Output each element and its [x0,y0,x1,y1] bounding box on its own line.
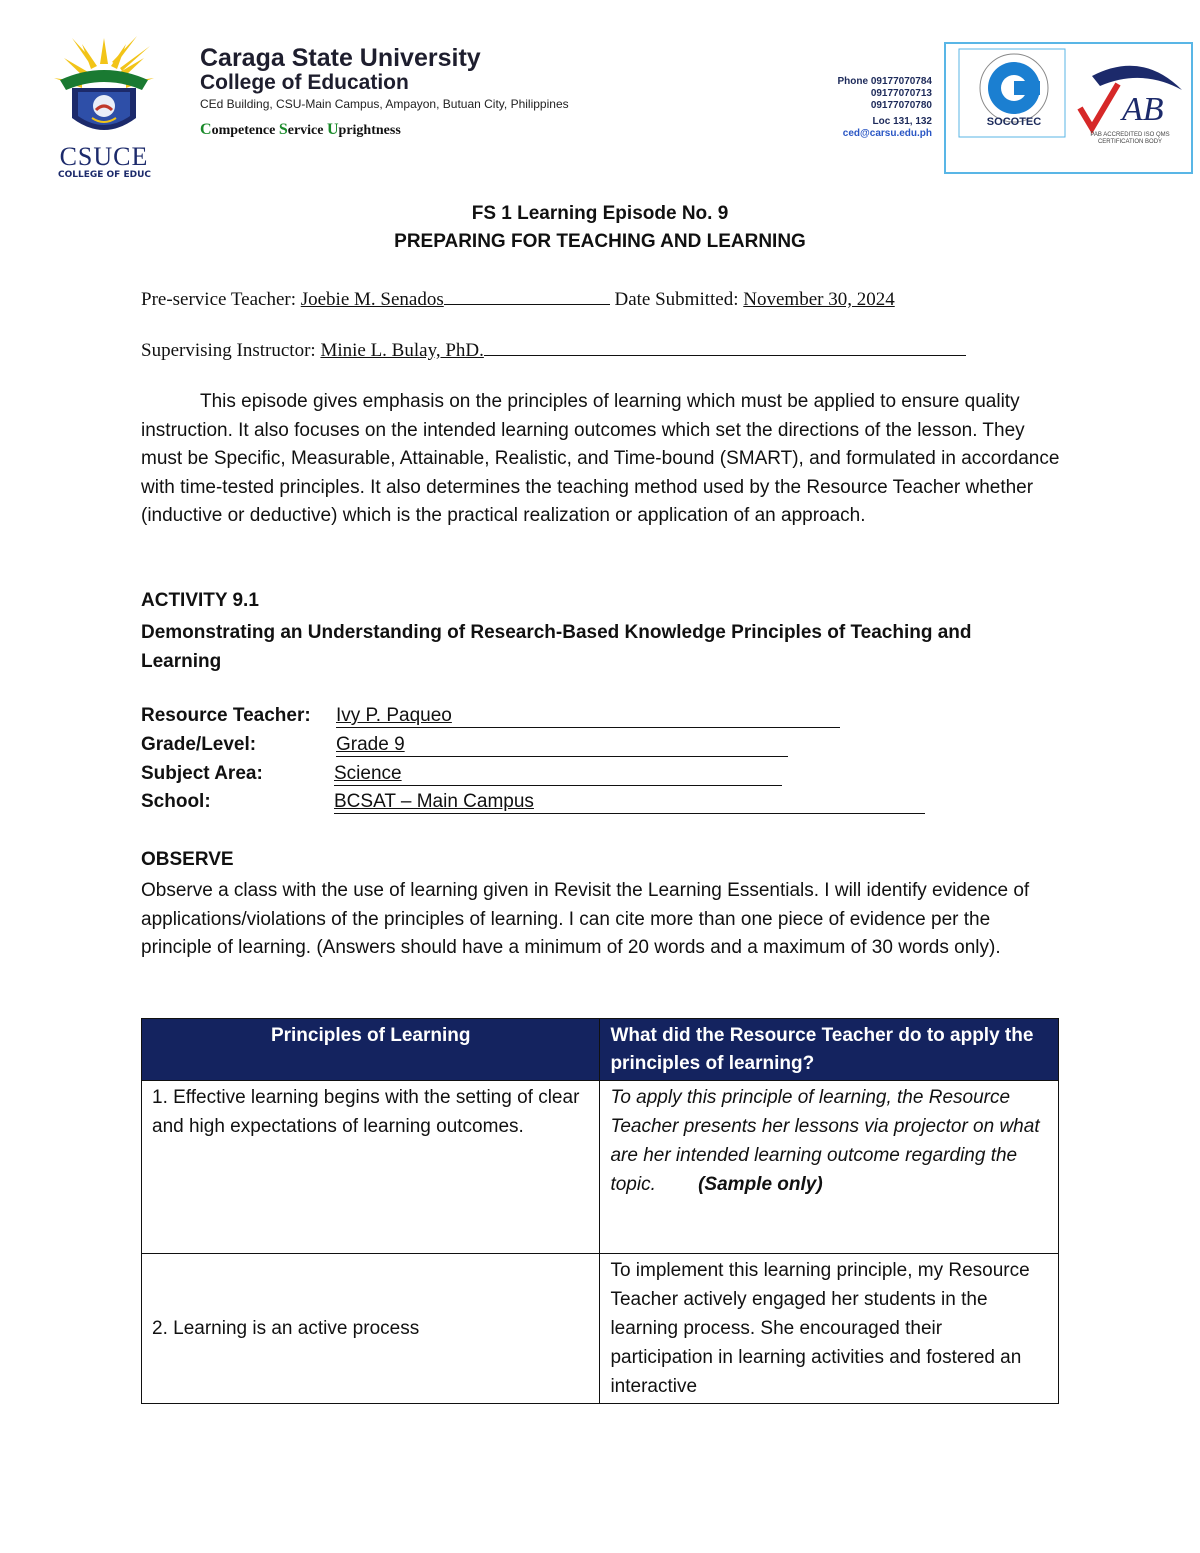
motto-initial-s: S [278,121,288,138]
observe-label: OBSERVE [141,849,234,870]
table-row [142,1254,1059,1404]
resource-teacher-value [336,705,840,728]
preservice-label: Pre-service Teacher: [141,289,301,310]
preservice-value: Joebie M. Senados [300,289,444,310]
motto-word-service: ervice [287,123,327,138]
motto-initial-c: C [200,121,212,138]
subject-area-text: Science [334,763,402,784]
preservice-blank [444,287,610,305]
activity-title: Demonstrating an Understanding of Research-Based Knowledge Principles of Teaching and Learning [141,622,972,672]
principles-table [141,1018,1059,1404]
principle-2-cell: 2. Learning is an active process [142,1254,600,1404]
observe-instructions: Observe a class with the use of learning given in Revisit the Learning Essentials. I will identify evidence of applications/violations of the principles of learning. I can cite more than one piece of evidence per the principle of learning. (Answers should have a minimum of 20 words and a maximum of 30 words only). [141,880,1030,959]
grade-level-value [336,734,788,757]
subject-area-label: Subject Area: [141,763,263,784]
supervisor-label: Supervising Instructor: [141,340,321,361]
header-principles: Principles of Learning [142,1019,600,1081]
phone-1: Phone 09177070784 [837,76,932,87]
motto-word-uprightness: prightness [338,123,401,138]
supervisor-value: Minie L. Bulay, PhD. [320,340,484,361]
resource-teacher-label: Resource Teacher: [141,705,311,726]
school-label: School: [141,791,211,812]
answer-1-text: To apply this principle of learning, the Resource Teacher presents her lessons via projector on what are her intended learning outcome regarding the topic. [610,1087,1040,1195]
answer-1-cell [600,1081,1059,1254]
date-label: Date Submitted: [614,289,744,310]
contact-block [837,76,932,140]
principle-1-cell: 1. Effective learning begins with the setting of clear and high expectations of learning outcomes. [142,1081,600,1254]
preservice-teacher-line [141,287,895,311]
contact-email: ced@carsu.edu.ph [842,128,932,139]
college-address: CEd Building, CSU-Main Campus, Ampayon, Butuan City, Philippines [200,97,569,111]
grade-level-label: Grade/Level: [141,734,257,755]
college-motto [200,121,401,139]
motto-word-competence: ompetence [211,123,279,138]
table-row [142,1081,1059,1254]
episode-subtitle: PREPARING FOR TEACHING AND LEARNING [394,231,806,252]
phone-3: 09177070780 [870,100,932,111]
school-value [334,791,925,814]
motto-initial-u: U [326,121,339,138]
resource-teacher-text: Ivy P. Paqueo [336,705,452,726]
intro-paragraph: This episode gives emphasis on the principles of learning which must be applied to ensure quality instruction. It also focuses on the intended learning outcomes which set the directions of the lesson. They must be Specific, Measurable, Attainable, Realistic, and Time-bound (SMART), and formulated in accordance with time-tested principles. It also determines the teaching method used by the Resource Teacher whether (inductive or deductive) which is the practical realization or application of an approach. [141,391,1060,527]
svg-text:AB: AB [1122,91,1164,128]
supervisor-blank [484,338,966,356]
logo-wordmark: CSUCE [59,142,149,171]
table-header-row [142,1019,1059,1081]
sunburst-shield-icon [42,30,167,150]
answer-2-cell: To implement this learning principle, my Resource Teacher actively engaged her students in the learning process. She encouraged their participation in learning activities and fostered an interactive [600,1254,1059,1404]
header-teacher-actions: What did the Resource Teacher do to apply the principles of learning? [600,1019,1059,1081]
phone-2: 09177070713 [870,88,932,99]
university-name: Caraga State University [200,44,481,72]
activity-label: ACTIVITY 9.1 [141,590,259,611]
socotec-label: SOCOTEC [986,116,1042,128]
subject-area-value [334,763,782,786]
date-value: November 30, 2024 [743,289,895,310]
logo-subtext: COLLEGE OF EDUC [57,170,151,180]
sample-note: (Sample only) [698,1174,823,1195]
school-text: BCSAT – Main Campus [334,791,534,812]
local-number: Loc 131, 132 [872,116,932,127]
csu-ced-logo [42,30,167,178]
grade-level-text: Grade 9 [336,734,405,755]
college-name: College of Education [200,71,409,94]
pab-caption: PAB ACCREDITED ISO QMS CERTIFICATION BODY [1090,132,1170,145]
episode-title: FS 1 Learning Episode No. 9 [471,203,729,224]
supervisor-line [141,338,966,362]
